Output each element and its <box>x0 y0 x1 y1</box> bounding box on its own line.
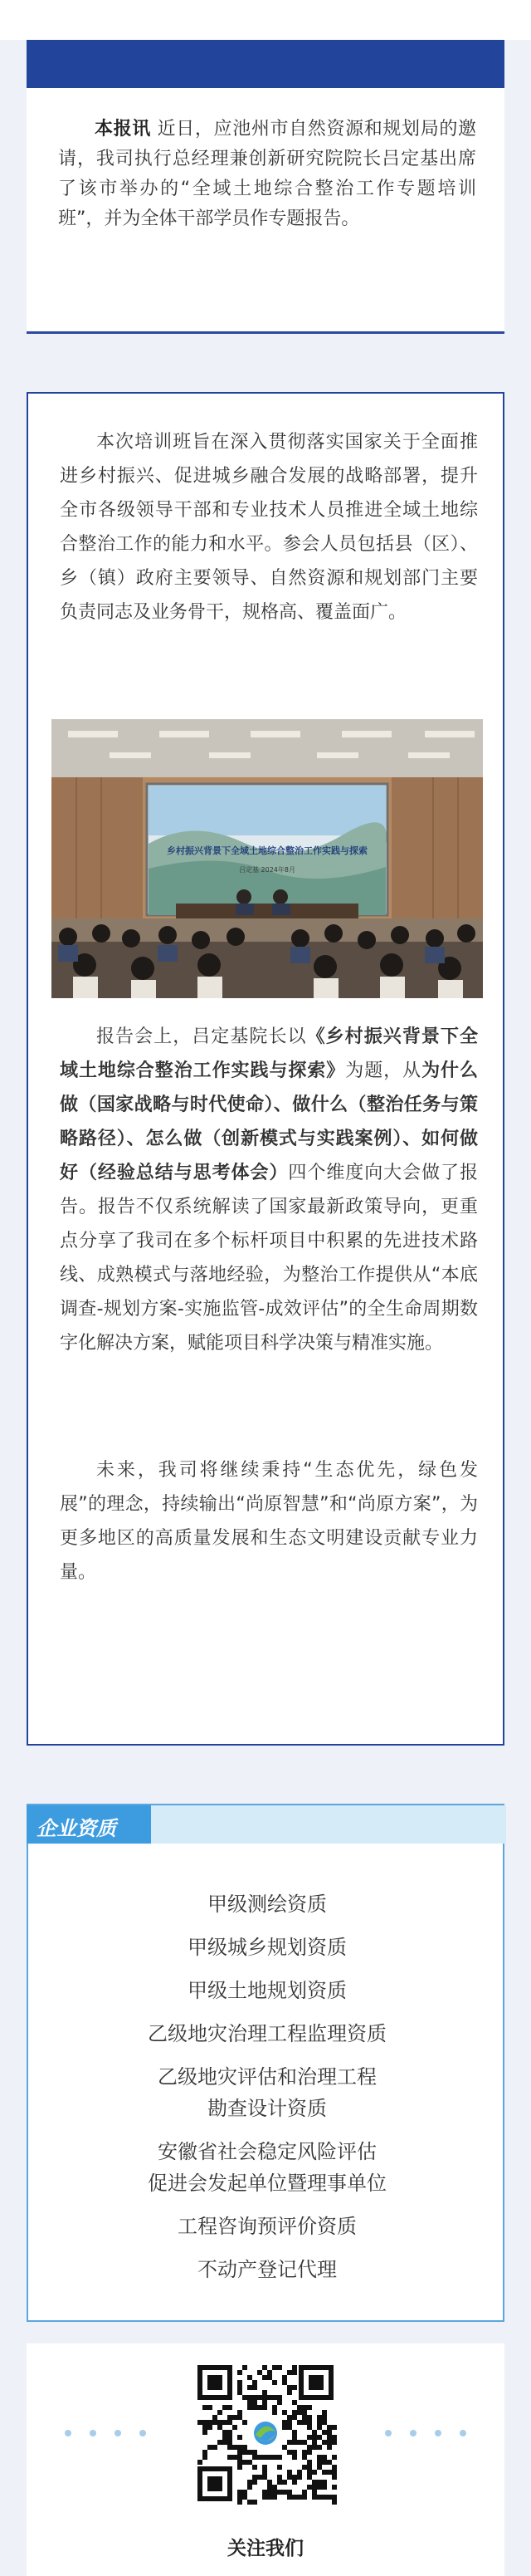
qr-module <box>332 2485 337 2490</box>
qr-module <box>292 2400 297 2405</box>
footer <box>27 2343 504 2576</box>
qr-module <box>267 2485 272 2490</box>
qr-module <box>237 2455 242 2460</box>
qr-module <box>247 2450 252 2455</box>
qr-module <box>257 2475 262 2480</box>
qr-module <box>282 2380 287 2385</box>
qr-module <box>247 2405 252 2410</box>
qr-module <box>297 2470 302 2475</box>
qr-module <box>232 2445 237 2450</box>
para2-run-5: 四个维度向大会做了报告。报告不仅系统解读了国家最新政策导向，更重点分享了我司在多个标杆项目中积累的先进技术路线、成熟模式与落地经验，为整治工作提供从“本底调查-规划方案-实施监管-成效评估”的全生命周期数字化解决方案，赋能项目科学决策与精准实施。 <box>60 1163 478 1354</box>
qr-module <box>332 2470 337 2475</box>
qr-module <box>242 2495 247 2500</box>
qr-module <box>252 2400 257 2405</box>
qr-module <box>307 2450 312 2455</box>
qr-module <box>252 2500 257 2505</box>
qr-module <box>307 2445 312 2450</box>
qualification-item: 勘查设计资质 <box>207 2097 327 2120</box>
qr-module <box>262 2455 267 2460</box>
qr-module <box>242 2445 247 2450</box>
article-paragraph-3: 未来，我司将继续秉持“生态优先，绿色发展”的理念，持续输出“尚原智慧”和“尚原方案”，为更多地区的高质量发展和生态文明建设贡献专业力量。 <box>60 1460 478 1583</box>
qr-module <box>227 2440 232 2445</box>
qr-module <box>217 2425 222 2430</box>
qr-module <box>287 2385 292 2390</box>
qr-module <box>287 2370 292 2375</box>
follow-us-label: 关注我们 <box>227 2538 304 2559</box>
qr-module <box>282 2375 287 2380</box>
qr-module <box>227 2435 232 2440</box>
qr-module <box>232 2415 237 2420</box>
qr-module <box>332 2500 337 2505</box>
qr-module <box>312 2445 317 2450</box>
qr-module <box>287 2475 292 2480</box>
qr-module <box>332 2465 337 2470</box>
qr-module <box>257 2455 262 2460</box>
qr-module <box>307 2460 312 2465</box>
meeting-photo-illustration <box>51 719 483 998</box>
qr-module <box>202 2430 207 2435</box>
qr-module <box>202 2405 207 2410</box>
qr-module <box>267 2395 272 2400</box>
qr-module <box>242 2365 247 2370</box>
qr-module <box>302 2440 307 2445</box>
qr-module <box>322 2470 327 2475</box>
qualification-item: 甲级测绘资质 <box>207 1893 327 1916</box>
qr-module <box>237 2500 242 2505</box>
qr-module <box>287 2495 292 2500</box>
qr-module <box>307 2470 312 2475</box>
qr-module <box>332 2425 337 2430</box>
qr-module <box>262 2400 267 2405</box>
qr-module <box>322 2430 327 2435</box>
qr-module <box>292 2480 297 2485</box>
qr-module <box>317 2415 322 2420</box>
qr-module <box>222 2405 227 2410</box>
qr-module <box>332 2435 337 2440</box>
qr-module <box>307 2420 312 2425</box>
qr-module <box>252 2475 257 2480</box>
qr-module <box>267 2480 272 2485</box>
qr-module <box>267 2370 272 2375</box>
qr-module <box>237 2370 242 2375</box>
qr-module <box>297 2410 302 2415</box>
qr-module <box>237 2390 242 2395</box>
qr-module <box>277 2455 282 2460</box>
qr-module <box>287 2440 292 2445</box>
qr-module <box>277 2465 282 2470</box>
qr-module <box>262 2365 267 2370</box>
qr-module <box>252 2480 257 2485</box>
qr-module <box>327 2440 332 2445</box>
qr-module <box>292 2385 297 2390</box>
qr-module <box>252 2380 257 2385</box>
qr-module <box>297 2475 302 2480</box>
qr-module <box>252 2405 257 2410</box>
qr-module <box>272 2405 277 2410</box>
qr-module <box>257 2370 262 2375</box>
qr-module <box>247 2460 252 2465</box>
qr-module <box>222 2420 227 2425</box>
qualification-item: 甲级土地规划资质 <box>188 1979 347 2002</box>
qr-module <box>317 2435 322 2440</box>
qr-module <box>282 2425 287 2430</box>
qr-module <box>312 2470 317 2475</box>
para2-run-3: 为题，从 <box>345 1060 422 1081</box>
qr-module <box>202 2450 207 2455</box>
qr-module <box>327 2445 332 2450</box>
qr-module <box>232 2455 237 2460</box>
qr-module <box>272 2380 277 2385</box>
qr-module <box>267 2490 272 2495</box>
qr-module <box>212 2415 217 2420</box>
qr-module <box>237 2435 242 2440</box>
qr-module <box>242 2490 247 2495</box>
qr-module <box>242 2450 247 2455</box>
qr-module <box>282 2420 287 2425</box>
qualification-item: 甲级城乡规划资质 <box>188 1936 347 1959</box>
article-card <box>27 392 504 1746</box>
qr-module <box>302 2465 307 2470</box>
qr-module <box>262 2490 267 2495</box>
qr-module <box>282 2445 287 2450</box>
qr-module <box>317 2480 322 2485</box>
qr-module <box>282 2410 287 2415</box>
qr-module <box>237 2490 242 2495</box>
qr-module <box>312 2485 317 2490</box>
qr-module <box>317 2455 322 2460</box>
qr-module <box>302 2415 307 2420</box>
qr-module <box>257 2395 262 2400</box>
qr-module <box>207 2405 212 2410</box>
qr-module <box>277 2475 282 2480</box>
qr-module <box>217 2420 222 2425</box>
qr-module <box>322 2455 327 2460</box>
qr-module <box>252 2395 257 2400</box>
qr-module <box>272 2455 277 2460</box>
qualifications-tab-label: 企业资质 <box>37 1817 116 1840</box>
qr-module <box>327 2430 332 2435</box>
qr-module <box>252 2385 257 2390</box>
qr-module <box>257 2405 262 2410</box>
qr-module <box>317 2495 322 2500</box>
qr-module <box>307 2475 312 2480</box>
qr-module <box>262 2390 267 2395</box>
qr-module <box>227 2420 232 2425</box>
qr-module <box>207 2425 212 2430</box>
qr-module <box>302 2410 307 2415</box>
qr-module <box>317 2465 322 2470</box>
qr-module <box>287 2490 292 2495</box>
qr-module <box>237 2460 242 2465</box>
qr-module <box>292 2495 297 2500</box>
qr-module <box>322 2410 327 2415</box>
qualification-item: 乙级地灾评估和治理工程 <box>158 2065 377 2089</box>
qr-module <box>307 2415 312 2420</box>
qr-module <box>197 2460 202 2465</box>
qr-module <box>247 2500 252 2505</box>
meeting-photo <box>51 719 483 998</box>
qr-module <box>287 2390 292 2395</box>
qr-module <box>282 2490 287 2495</box>
qr-module <box>252 2450 257 2455</box>
qr-module <box>292 2410 297 2415</box>
qualification-item: 乙级地灾治理工程监理资质 <box>148 2022 387 2045</box>
qr-module <box>237 2415 242 2420</box>
qr-module <box>232 2425 237 2430</box>
qr-module <box>197 2420 202 2425</box>
qr-module <box>262 2395 267 2400</box>
decorative-dots-right <box>372 2425 471 2441</box>
qr-module <box>287 2415 292 2420</box>
qr-module <box>247 2480 252 2485</box>
qr-module <box>307 2485 312 2490</box>
qr-module <box>242 2460 247 2465</box>
qr-code[interactable] <box>191 2358 340 2508</box>
qr-module <box>222 2440 227 2445</box>
qr-module <box>317 2445 322 2450</box>
qr-module <box>272 2395 277 2400</box>
qr-module <box>302 2495 307 2500</box>
qr-module <box>302 2420 307 2425</box>
qr-module <box>237 2385 242 2390</box>
qr-module <box>212 2445 217 2450</box>
qr-module <box>312 2430 317 2435</box>
qr-module <box>327 2470 332 2475</box>
screen-title: 乡村振兴背景下全域土地综合整治工作实践与探索 <box>167 845 368 856</box>
qr-module <box>332 2440 337 2445</box>
qr-module <box>222 2430 227 2435</box>
qr-module <box>242 2395 247 2400</box>
qr-module <box>317 2425 322 2430</box>
qr-module <box>292 2440 297 2445</box>
qr-module <box>222 2435 227 2440</box>
qr-module <box>327 2495 332 2500</box>
qr-module <box>242 2420 247 2425</box>
qr-module <box>237 2410 242 2415</box>
qr-module <box>327 2425 332 2430</box>
qr-module <box>202 2420 207 2425</box>
qr-module <box>202 2455 207 2460</box>
qr-module <box>312 2490 317 2495</box>
qr-module <box>252 2455 257 2460</box>
qualification-item: 不动产登记代理 <box>197 2258 337 2281</box>
qr-module <box>307 2405 312 2410</box>
qr-module <box>267 2495 272 2500</box>
qr-module <box>317 2485 322 2490</box>
qr-module <box>287 2470 292 2475</box>
qr-module <box>292 2365 297 2370</box>
qr-module <box>272 2365 277 2370</box>
qr-module <box>302 2450 307 2455</box>
qr-module <box>272 2490 277 2495</box>
article-paragraph-1: 本次培训班旨在深入贯彻落实国家关于全面推进乡村振兴、促进城乡融合发展的战略部署，提升全市各级领导干部和专业技术人员推进全域土地综合整治工作的能力和水平。参会人员包括县（区）、乡（镇）政府主要领导、自然资源和规划部门主要负责同志及业务骨干，规格高、覆盖面广。 <box>60 432 478 623</box>
qr-module <box>277 2480 282 2485</box>
qr-module <box>322 2440 327 2445</box>
intro-paragraph <box>58 115 476 234</box>
qr-module <box>327 2435 332 2440</box>
qr-module <box>267 2375 272 2380</box>
qr-module <box>207 2445 212 2450</box>
qr-module <box>317 2460 322 2465</box>
qr-module <box>262 2375 267 2380</box>
qr-module <box>297 2405 302 2410</box>
qr-module <box>247 2375 252 2380</box>
qr-module <box>202 2425 207 2430</box>
qr-module <box>237 2495 242 2500</box>
qr-module <box>237 2450 242 2455</box>
qr-module <box>227 2405 232 2410</box>
qr-module <box>237 2380 242 2385</box>
intro-text: 近日，应池州市自然资源和规划局的邀请，我司执行总经理兼创新研究院院长吕定基出席了该市举办的“全域土地综合整治工作专题培训班”，并为全体干部学员作专题报告。 <box>58 119 476 229</box>
qualifications-section <box>27 1804 504 2322</box>
qr-module <box>267 2455 272 2460</box>
article-paragraph-2 <box>60 1020 478 1360</box>
qr-module <box>312 2440 317 2445</box>
intro-label: 本报讯 <box>95 119 151 140</box>
qr-module <box>272 2485 277 2490</box>
qr-module <box>287 2425 292 2430</box>
qr-module <box>292 2455 297 2460</box>
qr-module <box>307 2465 312 2470</box>
qr-module <box>252 2465 257 2470</box>
qr-module <box>322 2485 327 2490</box>
qr-module <box>302 2455 307 2460</box>
qr-module <box>317 2420 322 2425</box>
qr-module <box>307 2435 312 2440</box>
qr-module <box>332 2475 337 2480</box>
qr-module <box>302 2490 307 2495</box>
qr-module <box>332 2455 337 2460</box>
qr-module <box>262 2405 267 2410</box>
qr-module <box>262 2495 267 2500</box>
qr-module <box>282 2480 287 2485</box>
qualification-item: 安徽省社会稳定风险评估 <box>158 2140 377 2163</box>
qr-module <box>287 2450 292 2455</box>
qr-module <box>217 2410 222 2415</box>
qr-module <box>302 2405 307 2410</box>
qr-module <box>207 2420 212 2425</box>
para2-run-4-bold: 为什么做（国家战略与时代使命）、做什么（整治任务与策略路径）、怎么做（创新模式与实践案例）、如何做好（经验总结与思考体会） <box>60 1060 478 1183</box>
decorative-dots-left <box>60 2425 159 2441</box>
qr-module <box>212 2420 217 2425</box>
qr-module <box>277 2395 282 2400</box>
qualification-item: 工程咨询预评价资质 <box>178 2215 357 2238</box>
qr-module <box>312 2495 317 2500</box>
qr-module <box>262 2470 267 2475</box>
qr-module <box>277 2365 282 2370</box>
qr-module <box>297 2420 302 2425</box>
intro-header-bar <box>27 40 504 88</box>
qr-module <box>322 2480 327 2485</box>
qr-module <box>217 2440 222 2445</box>
qr-module <box>307 2425 312 2430</box>
qr-module <box>287 2420 292 2425</box>
qr-module <box>292 2435 297 2440</box>
para2-run-1: 报告会上，吕定基院长以 <box>96 1026 307 1047</box>
qr-module <box>312 2435 317 2440</box>
qr-module <box>247 2485 252 2490</box>
screen-subtitle: 吕定基 2024年8月 <box>239 866 295 874</box>
qr-module <box>227 2455 232 2460</box>
qr-module <box>227 2430 232 2435</box>
para2-run-2-bold: 《乡村振兴背景下全域土地综合整治工作实践与探索》 <box>60 1026 478 1081</box>
qr-module <box>247 2400 252 2405</box>
qr-module <box>322 2415 327 2420</box>
qr-module <box>237 2445 242 2450</box>
qr-module <box>322 2420 327 2425</box>
qr-module <box>292 2475 297 2480</box>
top-bar <box>0 0 531 40</box>
qualifications-tab <box>27 1805 151 1844</box>
qr-module <box>247 2385 252 2390</box>
qr-module <box>332 2495 337 2500</box>
qr-module <box>247 2395 252 2400</box>
qr-code-image <box>191 2358 340 2508</box>
qr-module <box>297 2440 302 2445</box>
qr-module <box>272 2410 277 2415</box>
qr-module <box>297 2495 302 2500</box>
qr-module <box>292 2370 297 2375</box>
qr-module <box>327 2460 332 2465</box>
qr-module <box>322 2460 327 2465</box>
qr-module <box>272 2495 277 2500</box>
qr-module <box>277 2400 282 2405</box>
qr-module <box>292 2450 297 2455</box>
qr-module <box>322 2495 327 2500</box>
qr-module <box>312 2480 317 2485</box>
intro-card <box>27 40 504 334</box>
qr-module <box>292 2430 297 2435</box>
qr-module <box>292 2415 297 2420</box>
qr-module <box>277 2490 282 2495</box>
qr-module <box>227 2415 232 2420</box>
qr-module <box>237 2465 242 2470</box>
qr-module <box>262 2475 267 2480</box>
qr-module <box>262 2465 267 2470</box>
qr-module <box>227 2445 232 2450</box>
qualification-item: 促进会发起单位暨理事单位 <box>148 2172 387 2195</box>
